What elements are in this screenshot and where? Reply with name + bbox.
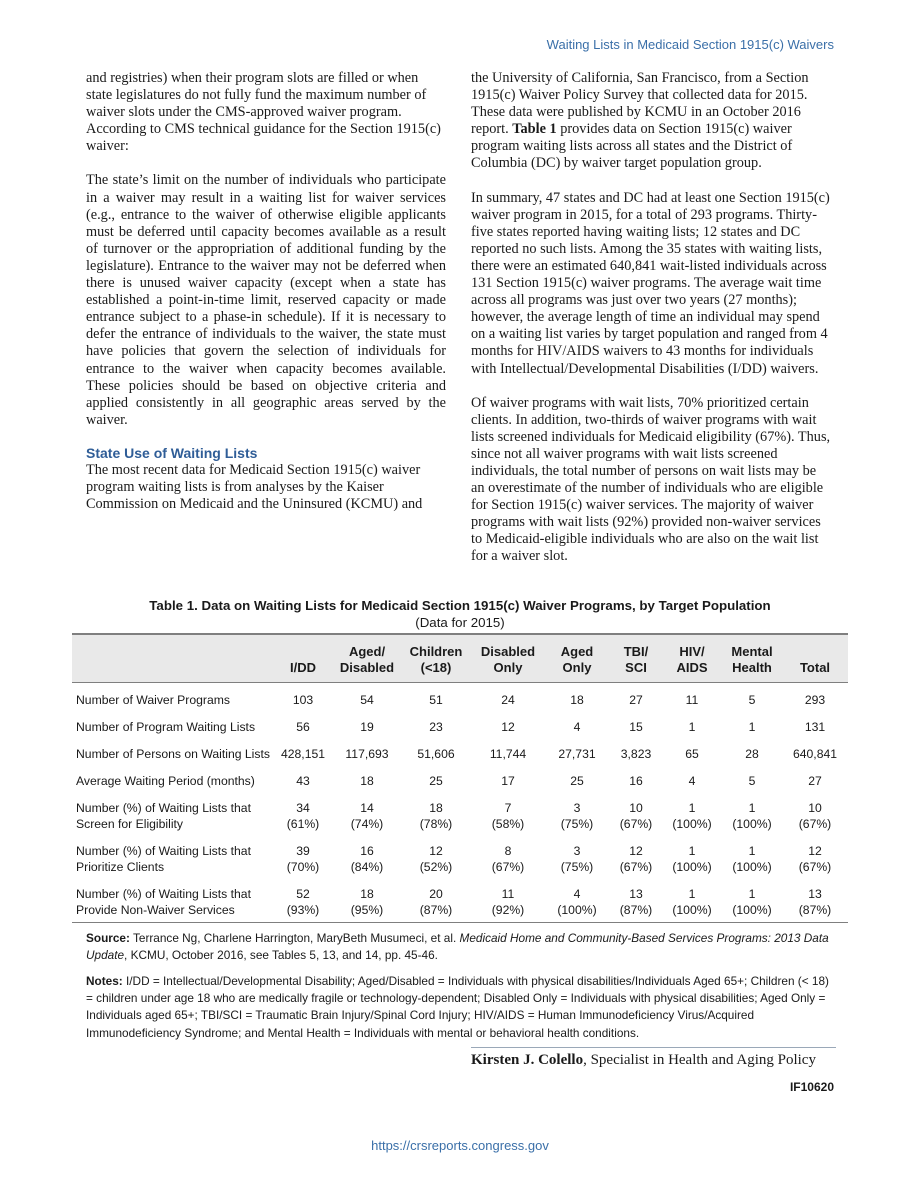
table-cell xyxy=(400,710,472,737)
column-header xyxy=(472,634,544,683)
cell-value: 13 xyxy=(808,887,822,901)
table-cell xyxy=(544,710,610,737)
cell-value: 8 xyxy=(504,844,512,858)
author-name: Kirsten J. Colello xyxy=(471,1052,584,1068)
row-label: Number of Waiver Programs xyxy=(76,693,230,707)
table-cell xyxy=(272,737,334,764)
cell-value: 1 xyxy=(688,720,696,734)
cell-value: 18 xyxy=(570,693,584,707)
table-cell xyxy=(610,764,662,791)
right-paragraph-1 xyxy=(471,70,833,173)
cell-percent: (87%) xyxy=(419,903,453,917)
table-title: Table 1. Data on Waiting Lists for Medicaid Section 1915(c) Waiver Programs, by Target Population xyxy=(149,598,771,613)
table-cell xyxy=(722,737,782,764)
row-label: Number of Persons on Waiting Lists xyxy=(76,747,270,761)
column-header-line-1: Aged xyxy=(560,644,594,659)
row-label: Number (%) of Waiting Lists that Prioritize Clients xyxy=(76,844,251,874)
cell-value: 20 xyxy=(429,887,443,901)
cell-value: 18 xyxy=(360,887,374,901)
column-header xyxy=(272,634,334,683)
cell-value: 12 xyxy=(629,844,643,858)
cell-percent: (67%) xyxy=(619,860,653,874)
table-body xyxy=(72,683,848,923)
cell-percent: (100%) xyxy=(672,860,712,874)
table-cell xyxy=(334,791,400,834)
table-cell xyxy=(610,710,662,737)
table-cell xyxy=(472,834,544,877)
column-header-line-2: Only xyxy=(562,660,592,675)
table-caption xyxy=(72,597,848,631)
cell-value: 28 xyxy=(745,747,759,761)
cell-value: 640,841 xyxy=(792,747,838,761)
column-header-line-2: AIDS xyxy=(676,660,708,675)
source-text-after: , KCMU, October 2016, see Tables 5, 13, and 14, pp. 45-46. xyxy=(124,948,438,963)
cell-value: 1 xyxy=(748,887,756,901)
table-cell xyxy=(662,834,722,877)
cell-percent: (100%) xyxy=(672,903,712,917)
table-cell xyxy=(334,710,400,737)
cell-value: 5 xyxy=(748,693,756,707)
right-column xyxy=(471,70,833,566)
table-cell xyxy=(272,710,334,737)
column-header-line-2: Only xyxy=(493,660,523,675)
cell-value: 1 xyxy=(748,844,756,858)
table-cell xyxy=(610,737,662,764)
cell-percent: (100%) xyxy=(732,860,772,874)
cell-value: 19 xyxy=(360,720,374,734)
table-cell xyxy=(662,737,722,764)
cell-percent: (75%) xyxy=(560,817,594,831)
table-cell xyxy=(544,791,610,834)
cell-value: 39 xyxy=(296,844,310,858)
row-label: Number of Program Waiting Lists xyxy=(76,720,256,734)
table-row xyxy=(72,710,848,737)
column-header-line-2: (<18) xyxy=(420,660,452,675)
table-cell xyxy=(722,710,782,737)
column-header-line-1: Children xyxy=(409,644,463,659)
cell-percent: (100%) xyxy=(672,817,712,831)
footer-link[interactable]: https://crsreports.congress.gov xyxy=(371,1138,549,1153)
document-id: IF10620 xyxy=(789,1080,834,1094)
cell-value: 18 xyxy=(429,801,443,815)
left-column xyxy=(86,70,446,513)
table-row xyxy=(72,737,848,764)
cell-percent: (87%) xyxy=(798,903,832,917)
table-cell xyxy=(722,877,782,923)
cell-percent: (100%) xyxy=(557,903,597,917)
table-row xyxy=(72,683,848,711)
column-header-line-2: Disabled xyxy=(339,660,395,675)
table-cell xyxy=(334,737,400,764)
section-heading: State Use of Waiting Lists xyxy=(86,444,258,461)
cell-percent: (84%) xyxy=(350,860,384,874)
cell-value: 103 xyxy=(292,693,314,707)
row-label: Average Waiting Period (months) xyxy=(76,774,255,788)
table-cell xyxy=(782,710,848,737)
cell-percent: (67%) xyxy=(798,817,832,831)
column-header-line-1: TBI/ xyxy=(623,644,649,659)
table-cell xyxy=(782,737,848,764)
table-cell xyxy=(662,710,722,737)
cell-value: 17 xyxy=(501,774,515,788)
cell-value: 27 xyxy=(808,774,822,788)
cell-percent: (58%) xyxy=(491,817,525,831)
cell-percent: (75%) xyxy=(560,860,594,874)
cell-value: 428,151 xyxy=(280,747,326,761)
table-cell xyxy=(722,683,782,711)
notes-block xyxy=(86,973,836,1042)
table-cell xyxy=(662,764,722,791)
table-cell xyxy=(722,791,782,834)
table-cell xyxy=(662,683,722,711)
cell-percent: (100%) xyxy=(732,903,772,917)
table-cell xyxy=(334,834,400,877)
table-cell xyxy=(334,877,400,923)
prioritization-paragraph: Of waiver programs with wait lists, 70% prioritized certain clients. In addition, two-thirds of waiver programs with wait lists screened individuals for Medicaid eligibility (67%). Thus, since not all waiver programs with wait lists screened individuals, the total number of persons on wait lists may be an overestimate of the number of individuals who are eligible for Section 1915(c) waiver services. The majority of waiver programs with wait lists (92%) provided non-waiver services to Medicaid-eligible individuals who are also on the wait list for a waiver slot. xyxy=(471,394,831,565)
cell-percent: (87%) xyxy=(619,903,653,917)
column-header-line-1: Aged/ xyxy=(348,644,386,659)
table-cell xyxy=(272,683,334,711)
column-header-line-2: SCI xyxy=(625,660,647,675)
author-divider xyxy=(471,1047,836,1048)
table-cell xyxy=(472,683,544,711)
table-cell xyxy=(544,683,610,711)
cell-value: 1 xyxy=(748,720,756,734)
table-cell xyxy=(272,791,334,834)
cell-value: 10 xyxy=(629,801,643,815)
cell-percent: (74%) xyxy=(350,817,384,831)
cell-value: 4 xyxy=(573,720,581,734)
table-cell xyxy=(722,834,782,877)
table-cell xyxy=(272,834,334,877)
table-cell xyxy=(662,791,722,834)
table-cell xyxy=(272,764,334,791)
table-cell xyxy=(334,683,400,711)
p1-text-before: the University of California, San Francisco, from a Section 1915(c) Waiver Policy Survey that collected data for 2015. These data were published by KCMU in an October 2016 report. xyxy=(471,70,809,138)
table-cell xyxy=(782,683,848,711)
source-note xyxy=(86,930,836,964)
table-cell xyxy=(544,737,610,764)
cell-value: 16 xyxy=(360,844,374,858)
p1-text-after: provides data on Section 1915(c) waiver program waiting lists across all states and the District of Columbia (DC) by waiver target population group. xyxy=(471,121,793,172)
row-label: Number (%) of Waiting Lists that Screen for Eligibility xyxy=(76,801,251,831)
table-cell xyxy=(782,834,848,877)
column-header-line-1: HIV/ xyxy=(679,644,705,659)
cell-value: 23 xyxy=(429,720,443,734)
column-header xyxy=(610,634,662,683)
table-reference: Table 1 xyxy=(512,121,557,138)
table-cell xyxy=(722,764,782,791)
column-header-line-2: Total xyxy=(799,660,831,675)
table-row xyxy=(72,764,848,791)
table-cell xyxy=(472,791,544,834)
cell-percent: (67%) xyxy=(619,817,653,831)
cell-value: 18 xyxy=(360,774,374,788)
cell-value: 15 xyxy=(629,720,643,734)
waiting-lists-table xyxy=(72,633,848,923)
header-label-cell xyxy=(72,634,272,683)
cell-value: 3 xyxy=(573,844,581,858)
cell-value: 12 xyxy=(429,844,443,858)
cell-value: 293 xyxy=(804,693,826,707)
cell-value: 24 xyxy=(501,693,515,707)
cell-value: 65 xyxy=(685,747,699,761)
table-cell xyxy=(272,877,334,923)
cell-value: 1 xyxy=(688,844,696,858)
running-header-title: Waiting Lists in Medicaid Section 1915(c) Waivers xyxy=(546,37,834,52)
table-cell xyxy=(400,834,472,877)
table-subtitle: (Data for 2015) xyxy=(415,615,505,630)
cell-value: 52 xyxy=(296,887,310,901)
cell-value: 14 xyxy=(360,801,374,815)
table-cell xyxy=(544,764,610,791)
column-header-line-2: I/DD xyxy=(290,660,316,675)
cell-value: 34 xyxy=(296,801,310,815)
cell-value: 3,823 xyxy=(620,747,652,761)
cell-value: 10 xyxy=(808,801,822,815)
cell-value: 43 xyxy=(296,774,310,788)
table-cell xyxy=(610,683,662,711)
cell-value: 4 xyxy=(573,887,581,901)
table-row xyxy=(72,877,848,923)
notes-text: I/DD = Intellectual/Developmental Disability; Aged/Disabled = Individuals with physical disabilities/Individuals Aged 65+; Children (< 18) = children under age 18 who are medically fragile or technology-dependent; Disabled Only = Individuals with physical disabilities; Aged Only = Individuals aged 65+; TBI/SCI = Traumatic Brain Injury/Spinal Cord Injury; HIV/AIDS = Human Immunodeficiency Virus/Acquired Immunodeficiency Syndrome; and Mental Health = Individuals with mental or behavioral health conditions. xyxy=(86,974,829,1040)
cell-percent: (92%) xyxy=(491,903,525,917)
column-header xyxy=(400,634,472,683)
table-cell xyxy=(472,737,544,764)
cell-value: 12 xyxy=(501,720,515,734)
table-cell xyxy=(472,710,544,737)
column-header-line-2: Health xyxy=(732,660,772,675)
intro-paragraph: and registries) when their program slots are filled or when state legislatures do not fully fund the maximum number of waiver slots under the CMS-approved waiver program. According to CMS technical guidance for the Section 1915(c) waiver: xyxy=(86,70,441,155)
column-header xyxy=(722,634,782,683)
cell-value: 12 xyxy=(808,844,822,858)
table-cell xyxy=(400,737,472,764)
cell-value: 13 xyxy=(629,887,643,901)
source-text-before: Terrance Ng, Charlene Harrington, MaryBeth Musumeci, et al. xyxy=(129,931,460,945)
cell-value: 1 xyxy=(688,801,696,815)
table-cell xyxy=(472,764,544,791)
notes-label: Notes: xyxy=(86,974,123,988)
table-cell xyxy=(610,834,662,877)
cell-percent: (78%) xyxy=(419,817,453,831)
table-cell xyxy=(544,877,610,923)
cell-value: 56 xyxy=(296,720,310,734)
table-cell xyxy=(610,877,662,923)
cell-value: 51,606 xyxy=(417,747,455,761)
author-line xyxy=(471,1052,816,1069)
column-header xyxy=(782,634,848,683)
table-cell xyxy=(400,877,472,923)
cms-guidance-quote: The state’s limit on the number of individuals who participate in a waiver may result in a waiting list for waiver services (e.g., entrance to the waiver of otherwise eligible applicants must be deferred until capacity becomes available as a result of turnover or the appropriation of additional funding by the legislature). Entrance to the waiver may not be deferred when there is unused waiver capacity (except when a state has established a point-in-time limit, reserved capacity or made entrance subject to a phase-in schedule). If it is necessary to defer the entrance of individuals to the waiver, the state must have policies that govern the selection of individuals for entrance to the waiver when capacity becomes available. These policies should be based on objective criteria and applied consistently in all geographic areas served by the waiver. xyxy=(86,172,446,428)
cell-value: 11,744 xyxy=(489,747,527,761)
cell-value: 1 xyxy=(748,801,756,815)
cell-value: 16 xyxy=(629,774,643,788)
cell-value: 3 xyxy=(573,801,581,815)
column-header xyxy=(334,634,400,683)
cell-percent: (67%) xyxy=(491,860,525,874)
cell-value: 7 xyxy=(504,801,512,815)
cell-percent: (100%) xyxy=(732,817,772,831)
source-label: Source: xyxy=(86,931,130,945)
table-cell xyxy=(662,877,722,923)
table-cell xyxy=(610,791,662,834)
column-header-line-1: Disabled xyxy=(480,644,536,659)
cell-value: 27,731 xyxy=(558,747,596,761)
cell-value: 51 xyxy=(429,693,443,707)
cell-percent: (52%) xyxy=(419,860,453,874)
table-cell xyxy=(472,877,544,923)
cell-value: 27 xyxy=(629,693,643,707)
cell-percent: (93%) xyxy=(286,903,320,917)
cell-value: 11 xyxy=(685,693,699,707)
table-cell xyxy=(782,791,848,834)
cell-value: 117,693 xyxy=(345,747,389,761)
cell-percent: (61%) xyxy=(286,817,320,831)
cell-value: 54 xyxy=(360,693,374,707)
cell-value: 1 xyxy=(688,887,696,901)
column-header xyxy=(544,634,610,683)
row-label: Number (%) of Waiting Lists that Provide Non-Waiver Services xyxy=(72,877,272,923)
author-title: , Specialist in Health and Aging Policy xyxy=(583,1052,816,1068)
table-cell xyxy=(400,683,472,711)
cell-value: 4 xyxy=(688,774,696,788)
table-cell xyxy=(400,764,472,791)
cell-value: 11 xyxy=(501,887,515,901)
cell-value: 25 xyxy=(429,774,443,788)
table-cell xyxy=(334,764,400,791)
table-cell xyxy=(782,764,848,791)
summary-paragraph: In summary, 47 states and DC had at least one Section 1915(c) waiver program in 2015, for a total of 293 programs. Thirty-five states reported having waiting lists; 12 states and DC reported no such lists. Among the 35 states with waiting lists, there were an estimated 640,841 wait-listed individuals across 131 Section 1915(c) waiver programs. The average wait time across all programs was just over two years (27 months); however, the average length of time an individual may spend on a waiting list varies by target population and ranged from 4 months for HIV/AIDS waivers to 43 months for individuals with Intellectual/Developmental Disabilities (I/DD) waivers. xyxy=(471,189,830,377)
cell-value: 131 xyxy=(804,720,826,734)
table-header-row xyxy=(72,634,848,683)
cell-percent: (95%) xyxy=(350,903,384,917)
cell-value: 5 xyxy=(748,774,756,788)
source-title: Medicaid Home and Community-Based Services Programs: 2013 Data Update xyxy=(86,931,829,963)
table-cell xyxy=(544,834,610,877)
table-row xyxy=(72,791,848,834)
section-paragraph: The most recent data for Medicaid Section 1915(c) waiver program waiting lists is from analyses by the Kaiser Commission on Medicaid and the Uninsured (KCMU) and xyxy=(86,461,423,513)
cell-percent: (70%) xyxy=(286,860,320,874)
column-header xyxy=(662,634,722,683)
column-header-line-1: Mental xyxy=(731,644,773,659)
table-cell xyxy=(400,791,472,834)
cell-value: 25 xyxy=(570,774,584,788)
cell-percent: (67%) xyxy=(798,860,832,874)
table-cell xyxy=(782,877,848,923)
table-row xyxy=(72,834,848,877)
